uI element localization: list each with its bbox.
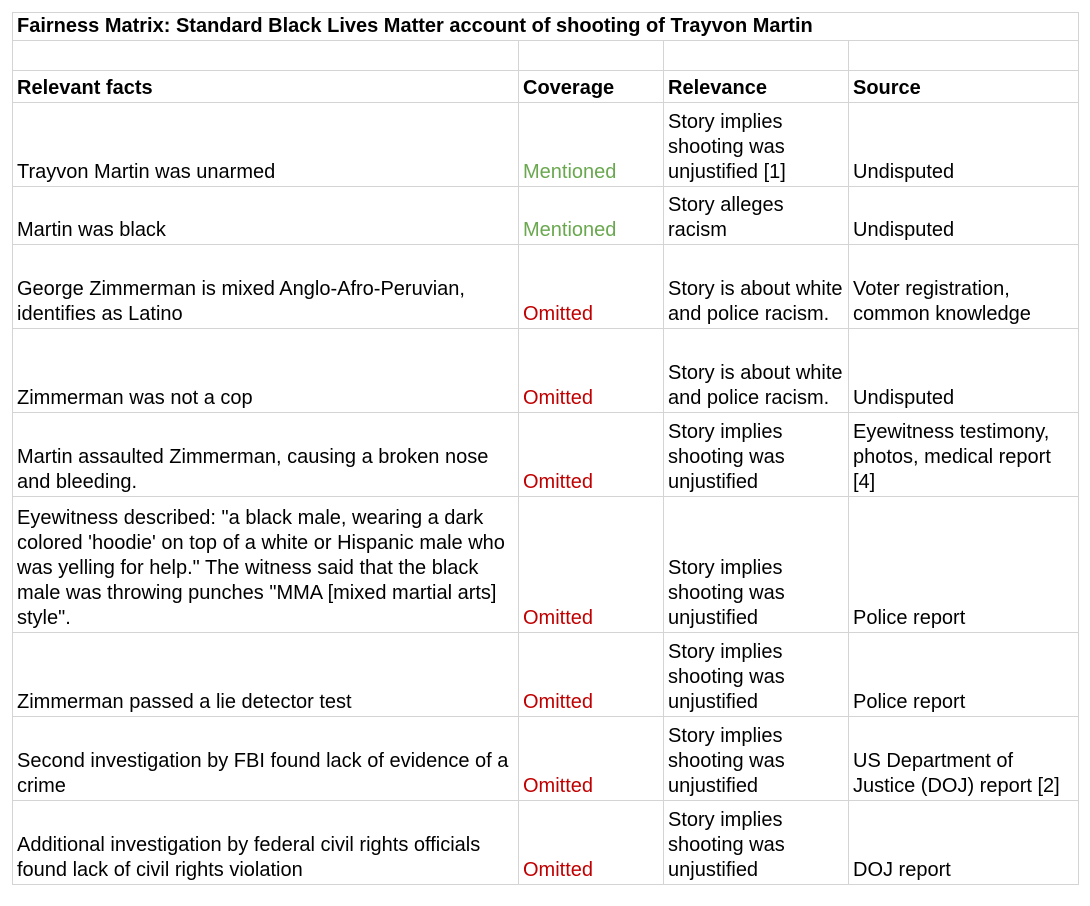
spreadsheet <box>12 12 1079 885</box>
coverage-cell[interactable]: Omitted <box>519 245 664 329</box>
fact-cell[interactable]: Zimmerman passed a lie detector test <box>13 633 519 717</box>
relevance-cell[interactable]: Story is about white and police racism. <box>664 245 849 329</box>
relevance-cell[interactable]: Story implies shooting was unjustified <box>664 497 849 633</box>
fact-cell[interactable]: Martin was black <box>13 187 519 245</box>
blank-cell[interactable] <box>519 41 664 71</box>
fairness-matrix-table <box>12 12 1079 885</box>
blank-row <box>13 41 1079 71</box>
source-cell[interactable]: Police report <box>849 633 1079 717</box>
relevance-cell[interactable]: Story implies shooting was unjustified <box>664 717 849 801</box>
source-cell[interactable]: DOJ report <box>849 801 1079 885</box>
blank-cell[interactable] <box>849 41 1079 71</box>
fact-cell[interactable]: Martin assaulted Zimmerman, causing a broken nose and bleeding. <box>13 413 519 497</box>
fact-cell[interactable]: Additional investigation by federal civil rights officials found lack of civil rights violation <box>13 801 519 885</box>
source-cell[interactable]: Undisputed <box>849 103 1079 187</box>
source-cell[interactable]: Voter registration, common knowledge <box>849 245 1079 329</box>
coverage-cell[interactable]: Omitted <box>519 329 664 413</box>
fact-cell[interactable]: Eyewitness described: "a black male, wearing a dark colored 'hoodie' on top of a white or Hispanic male who was yelling for help." The witness said that the black male was throwing punches "MMA [mixed martial arts] style". <box>13 497 519 633</box>
coverage-cell[interactable]: Omitted <box>519 801 664 885</box>
table-row <box>13 245 1079 329</box>
table-row <box>13 187 1079 245</box>
source-cell[interactable]: Police report <box>849 497 1079 633</box>
table-row <box>13 801 1079 885</box>
header-relevance[interactable]: Relevance <box>664 71 849 103</box>
table-row <box>13 633 1079 717</box>
relevance-cell[interactable]: Story implies shooting was unjustified <box>664 633 849 717</box>
source-cell[interactable]: Undisputed <box>849 329 1079 413</box>
header-row <box>13 71 1079 103</box>
relevance-cell[interactable]: Story implies shooting was unjustified [1] <box>664 103 849 187</box>
title-row <box>13 13 1079 41</box>
fact-cell[interactable]: Zimmerman was not a cop <box>13 329 519 413</box>
fact-cell[interactable]: Second investigation by FBI found lack of evidence of a crime <box>13 717 519 801</box>
relevance-cell[interactable]: Story alleges racism <box>664 187 849 245</box>
fact-cell[interactable]: George Zimmerman is mixed Anglo-Afro-Peruvian, identifies as Latino <box>13 245 519 329</box>
coverage-cell[interactable]: Omitted <box>519 633 664 717</box>
relevance-cell[interactable]: Story implies shooting was unjustified <box>664 801 849 885</box>
coverage-cell[interactable]: Omitted <box>519 497 664 633</box>
table-row <box>13 103 1079 187</box>
blank-cell[interactable] <box>664 41 849 71</box>
header-relevant-facts[interactable]: Relevant facts <box>13 71 519 103</box>
source-cell[interactable]: US Department of Justice (DOJ) report [2] <box>849 717 1079 801</box>
table-row <box>13 497 1079 633</box>
source-cell[interactable]: Eyewitness testimony, photos, medical report [4] <box>849 413 1079 497</box>
header-source[interactable]: Source <box>849 71 1079 103</box>
source-cell[interactable]: Undisputed <box>849 187 1079 245</box>
coverage-cell[interactable]: Mentioned <box>519 187 664 245</box>
relevance-cell[interactable]: Story implies shooting was unjustified <box>664 413 849 497</box>
relevance-cell[interactable]: Story is about white and police racism. <box>664 329 849 413</box>
table-row <box>13 329 1079 413</box>
table-row <box>13 413 1079 497</box>
header-coverage[interactable]: Coverage <box>519 71 664 103</box>
coverage-cell[interactable]: Omitted <box>519 717 664 801</box>
table-row <box>13 717 1079 801</box>
coverage-cell[interactable]: Mentioned <box>519 103 664 187</box>
fact-cell[interactable]: Trayvon Martin was unarmed <box>13 103 519 187</box>
coverage-cell[interactable]: Omitted <box>519 413 664 497</box>
blank-cell[interactable] <box>13 41 519 71</box>
sheet-title[interactable]: Fairness Matrix: Standard Black Lives Matter account of shooting of Trayvon Martin <box>13 13 1079 41</box>
